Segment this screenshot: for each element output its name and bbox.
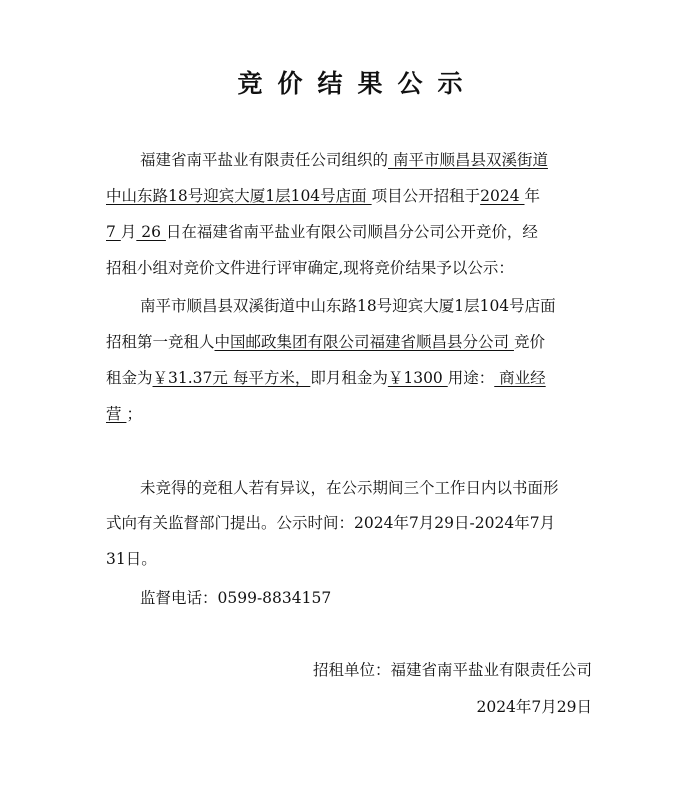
para2-text: 即月租金为 [310,369,388,387]
para2-line4 [106,404,142,424]
project-name-underlined: 南平市顺昌县双溪街道 [388,151,548,169]
usage-underlined: 商业经 [494,369,546,387]
para1-text: 招租小组对竞价文件进行评审确定,现将竞价结果予以公示： [106,259,514,277]
para2-text: 南平市顺昌县双溪街道中山东路18号迎宾大厦1层104号店面 [140,297,556,315]
para1-text: 年 [524,187,541,205]
notice-title: 竞价结果公示 [237,69,478,98]
para1-line2 [106,186,540,206]
para2-line2 [106,332,545,352]
para1-line3 [106,222,538,242]
para2-text: 竞价 [513,333,545,351]
para2-text: 租金为 [106,369,153,387]
para1-text: 月 [120,223,137,241]
year-underlined: 2024 [480,187,525,205]
usage-underlined: 营 [106,405,127,423]
para2-text: ； [126,405,142,423]
phone-text: 监督电话：0599-8834157 [140,589,332,607]
para2-line3 [106,368,546,388]
winner-underlined: 中国邮政集团有限公司福建省顺昌县分公司 [214,333,514,351]
para3-line1 [140,478,559,498]
para3-text: 式向有关监督部门提出。公示时间：2024年7月29日-2024年7月 [106,514,556,532]
para1-text: 福建省南平盐业有限责任公司组织的 [140,151,389,169]
para3-line3 [106,549,157,569]
issuer: 招租单位：福建省南平盐业有限责任公司 [312,661,592,679]
para3-line2 [106,513,555,533]
unit-price-underlined: ￥31.37元 每平方米， [152,369,311,387]
para2-line1 [140,296,556,316]
monthly-rent-underlined: ￥1300 [387,369,448,387]
para2-text: 用途： [447,369,495,387]
para3-text: 31日。 [106,550,157,568]
para1-line1 [140,150,548,170]
issue-date: 2024年7月29日 [476,698,592,716]
project-name-underlined: 中山东路18号迎宾大厦1层104号店面 [106,187,372,205]
para2-text: 招租第一竞租人 [106,333,215,351]
month-underlined: 7 [106,223,121,241]
para1-text: 项目公开招租于 [371,187,481,205]
day-underlined: 26 [136,223,166,241]
supervision-phone [140,588,331,608]
para1-line4 [106,258,514,278]
para1-text: 日在福建省南平盐业有限公司顺昌分公司公开竞价，经 [165,223,538,241]
para3-text: 未竞得的竞租人若有异议，在公示期间三个工作日内以书面形 [140,479,559,497]
